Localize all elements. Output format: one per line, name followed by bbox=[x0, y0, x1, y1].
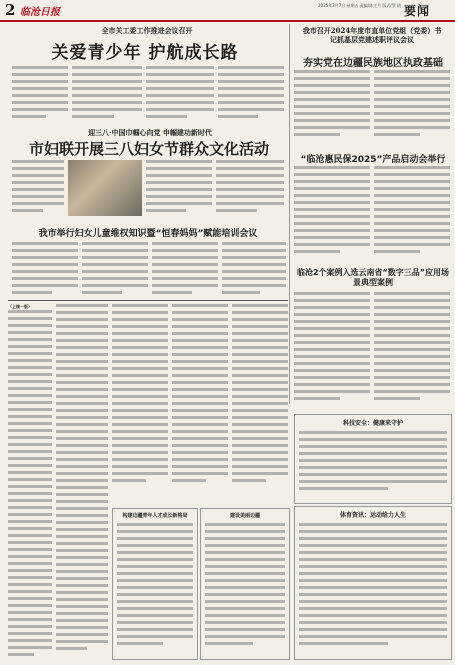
article10-box bbox=[200, 508, 290, 660]
section-rule bbox=[8, 300, 288, 301]
paper-name: 临沧日报 bbox=[20, 7, 60, 18]
article5-col2 bbox=[82, 242, 148, 298]
article5-col3 bbox=[152, 242, 218, 298]
article3-col1 bbox=[12, 160, 64, 220]
article2-col1 bbox=[294, 70, 370, 150]
article3-col2 bbox=[146, 160, 212, 220]
article2-col2 bbox=[374, 70, 450, 150]
masthead bbox=[0, 0, 455, 22]
article4-headline: “临沧惠民保2025”产品启动会举行 bbox=[300, 155, 446, 165]
article7-headline: 体育资讯：运动给力人生 bbox=[339, 512, 406, 519]
article8-headline: 科技安全：健康来守护 bbox=[342, 420, 403, 427]
article8-box bbox=[294, 414, 452, 504]
column-divider bbox=[289, 24, 290, 404]
article6-headline: 临沧2个案例入选云南省“数字三品”应用场景典型案例 bbox=[296, 268, 450, 287]
jump-column-4 bbox=[172, 304, 228, 504]
date-line: 2025年3月7日 星期五 责编/陈主月 版式/罗 倩 bbox=[318, 3, 402, 8]
article9-box bbox=[112, 508, 198, 660]
jump-marker: （上接一版） bbox=[8, 304, 32, 309]
article3-headline: 市妇联开展三八妇女节群众文化活动 bbox=[28, 140, 269, 158]
article4-col2 bbox=[374, 166, 450, 266]
article3-col3 bbox=[216, 160, 284, 220]
jump-column-5 bbox=[232, 304, 288, 504]
article1-col4 bbox=[218, 66, 284, 126]
article2-headline: 夯实党在边疆民族地区执政基础 bbox=[303, 58, 443, 69]
article5-col1 bbox=[12, 242, 78, 298]
article6-col1 bbox=[294, 292, 370, 412]
page-number: 2 bbox=[5, 1, 16, 19]
article6-col2 bbox=[374, 292, 450, 412]
jump-column-3 bbox=[112, 304, 168, 504]
section-name: 要闻 bbox=[404, 4, 431, 18]
article1-col1 bbox=[12, 66, 68, 126]
article3-kicker: 迎三八·中国巾帼心向党 申帼建功新时代 bbox=[88, 128, 212, 137]
jump-column-1 bbox=[8, 304, 52, 659]
article7-box bbox=[294, 506, 452, 660]
article5-headline: 我市举行妇女儿童维权知识暨“恒春妈妈”赋能培训会议 bbox=[38, 229, 258, 239]
article5-col4 bbox=[222, 242, 286, 298]
article2-kicker: 我市召开2024年度市直单位党组（党委）书记抓基层党建述职评议会议 bbox=[302, 26, 442, 44]
article1-col2 bbox=[72, 66, 142, 126]
article4-col1 bbox=[294, 166, 370, 266]
article9-headline: 构建边疆青年人才成长新格局 bbox=[122, 513, 188, 519]
festival-photo bbox=[68, 160, 142, 216]
jump-column-2 bbox=[56, 304, 108, 659]
article1-col3 bbox=[146, 66, 214, 126]
article10-headline: 建设美丽边疆 bbox=[229, 513, 260, 519]
article1-kicker: 全市关工委工作推进会议召开 bbox=[101, 26, 193, 35]
article1-headline: 关爱青少年 护航成长路 bbox=[51, 43, 239, 63]
